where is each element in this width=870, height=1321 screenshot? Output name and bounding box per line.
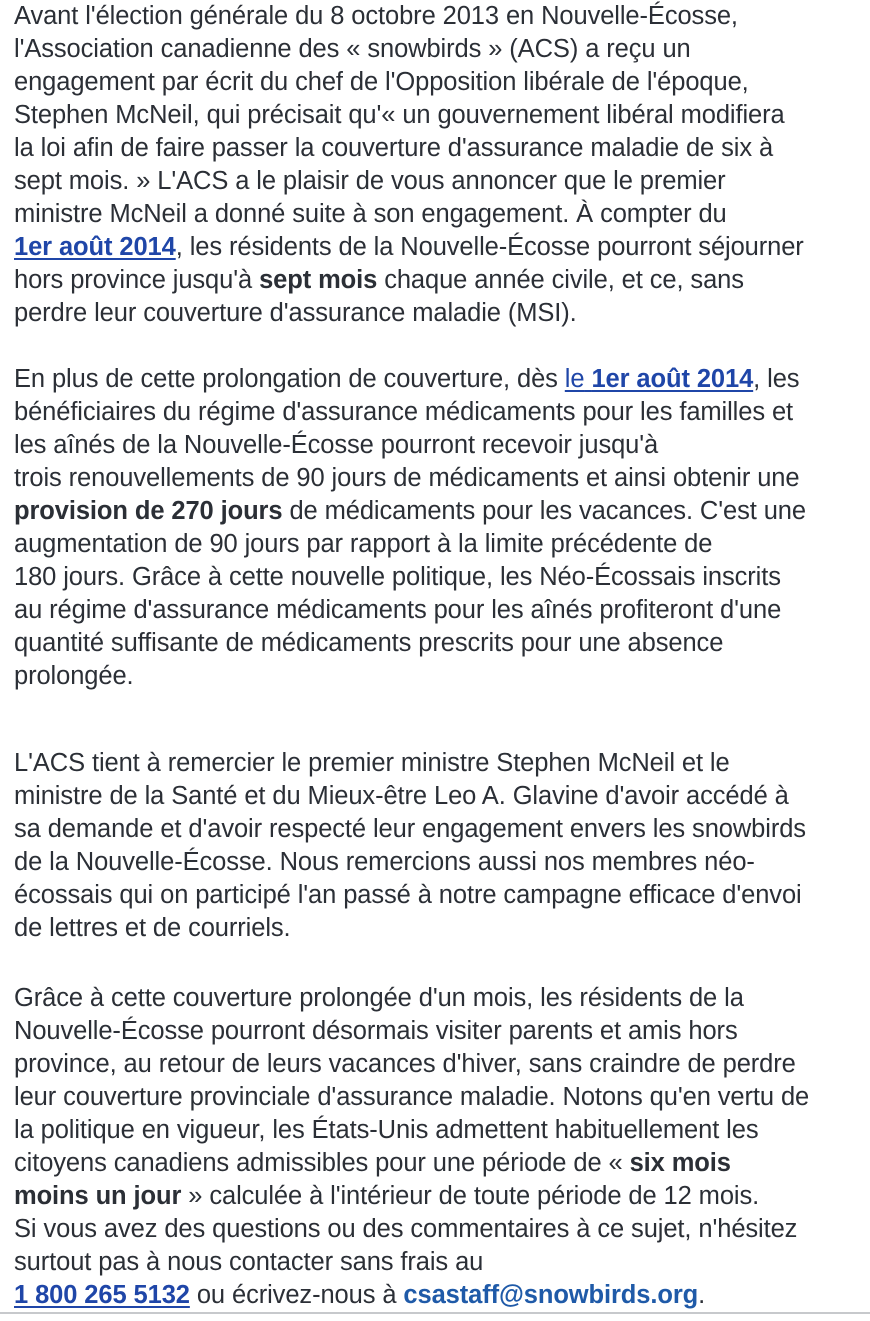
text: la politique en vigueur, les États-Unis admettent habituellement les [14,1116,759,1144]
text: sept mois. » L'ACS a le plaisir de vous annoncer que le premier [14,167,726,195]
text: au régime d'assurance médicaments pour les aînés profiteront d'une [14,596,782,624]
text: , les résidents de la Nouvelle-Écosse pourront séjourner [175,233,804,261]
text: de la Nouvelle-Écosse. Nous remercions aussi nos membres néo- [14,848,755,876]
date-link[interactable] [565,365,753,393]
p2-line-3 [14,429,658,462]
link-text: le [564,365,585,393]
text: la loi afin de faire passer la couverture d'assurance maladie de six à [14,134,774,162]
text: ministre McNeil a donné suite à son engagement. À compter du [14,200,727,228]
p3-line-1 [14,747,730,780]
p3-line-3 [14,813,806,846]
text: Si vous avez des questions ou des commentaires à ce sujet, n'hésitez [14,1215,798,1243]
text: Stephen McNeil, qui précisait qu'« un gouvernement libéral modifiera [14,101,785,129]
p2-line-5 [14,495,806,528]
text: de médicaments pour les vacances. C'est une [282,497,806,525]
text: leur couverture provinciale d'assurance maladie. Notons qu'en vertu de [14,1083,810,1111]
text: surtout pas à nous contacter sans frais au [14,1248,484,1276]
text: hors province jusqu'à [14,266,260,294]
p4-line-2 [14,1015,738,1048]
text: quantité suffisante de médicaments prescrits pour une absence [14,629,724,657]
p4-line-5 [14,1114,758,1147]
text: chaque année civile, et ce, sans [377,266,744,294]
p4-line-8 [14,1213,797,1246]
text: » calculée à l'intérieur de toute période de 12 mois. [181,1182,760,1210]
p1-line-8 [14,231,804,264]
text: . [698,1281,706,1309]
p2-line-6 [14,528,712,561]
text: sa demande et d'avoir respecté leur engagement envers les snowbirds [14,815,806,843]
p4-line-7 [14,1180,759,1213]
link-date: 1er août 2014 [591,365,754,393]
text: En plus de cette prolongation de couverture, dès [14,365,565,393]
text: Nouvelle-Écosse pourront désormais visiter parents et amis hors [14,1017,738,1045]
p1-line-9 [14,264,744,297]
text: Avant l'élection générale du 8 octobre 2013 en Nouvelle-Écosse, [14,2,738,30]
emphasis: moins un jour [14,1182,182,1210]
text: écossais qui on participé l'an passé à notre campagne efficace d'envoi [14,881,802,909]
text: province, au retour de leurs vacances d'hiver, sans craindre de perdre [14,1050,796,1078]
p2-line-4 [14,462,799,495]
p4-line-1 [14,982,744,1015]
p4-line-9 [14,1246,483,1279]
p3-line-6 [14,912,291,945]
phone-link[interactable]: 1 800 265 5132 [14,1281,190,1309]
text: ministre de la Santé et du Mieux-être Leo A. Glavine d'avoir accédé à [14,782,789,810]
p2-line-1 [14,363,799,396]
p1-line-1 [14,0,738,33]
p1-line-4 [14,99,785,132]
emphasis: sept mois [259,266,378,294]
p1-line-7 [14,198,727,231]
bottom-divider [0,1312,870,1314]
p2-line-9 [14,627,723,660]
p1-line-5 [14,132,773,165]
text: ou écrivez-nous à [189,1281,404,1309]
text: de lettres et de courriels. [14,914,291,942]
text: , les [753,365,800,393]
p3-line-2 [14,780,789,813]
p1-line-2 [14,33,691,66]
text: prolongée. [14,662,134,690]
text: l'Association canadienne des « snowbirds » (ACS) a reçu un [14,35,691,63]
date-link[interactable]: 1er août 2014 [14,233,176,261]
p2-line-10 [14,660,134,693]
text: citoyens canadiens admissibles pour une période de « [14,1149,630,1177]
text: bénéficiaires du régime d'assurance médicaments pour les familles et [14,398,794,426]
p1-line-6 [14,165,726,198]
text: trois renouvellements de 90 jours de médicaments et ainsi obtenir une [14,464,800,492]
p3-line-5 [14,879,802,912]
text: engagement par écrit du chef de l'Opposition libérale de l'époque, [14,68,749,96]
email-link[interactable]: csastaff@snowbirds.org [403,1281,699,1309]
emphasis: provision de 270 jours [14,497,283,525]
p4-line-3 [14,1048,796,1081]
p1-line-10 [14,297,577,330]
p2-line-8 [14,594,781,627]
p4-line-6 [14,1147,731,1180]
p4-line-4 [14,1081,809,1114]
p2-line-2 [14,396,793,429]
text: L'ACS tient à remercier le premier ministre Stephen McNeil et le [14,749,730,777]
p4-line-10 [14,1279,705,1312]
text: perdre leur couverture d'assurance maladie (MSI). [14,299,577,327]
text: augmentation de 90 jours par rapport à la limite précédente de [14,530,713,558]
p1-line-3 [14,66,749,99]
text: 180 jours. Grâce à cette nouvelle politique, les Néo-Écossais inscrits [14,563,781,591]
p2-line-7 [14,561,781,594]
text: Grâce à cette couverture prolongée d'un mois, les résidents de la [14,984,744,1012]
p3-line-4 [14,846,755,879]
emphasis: six mois [629,1149,731,1177]
text: les aînés de la Nouvelle-Écosse pourront recevoir jusqu'à [14,431,659,459]
